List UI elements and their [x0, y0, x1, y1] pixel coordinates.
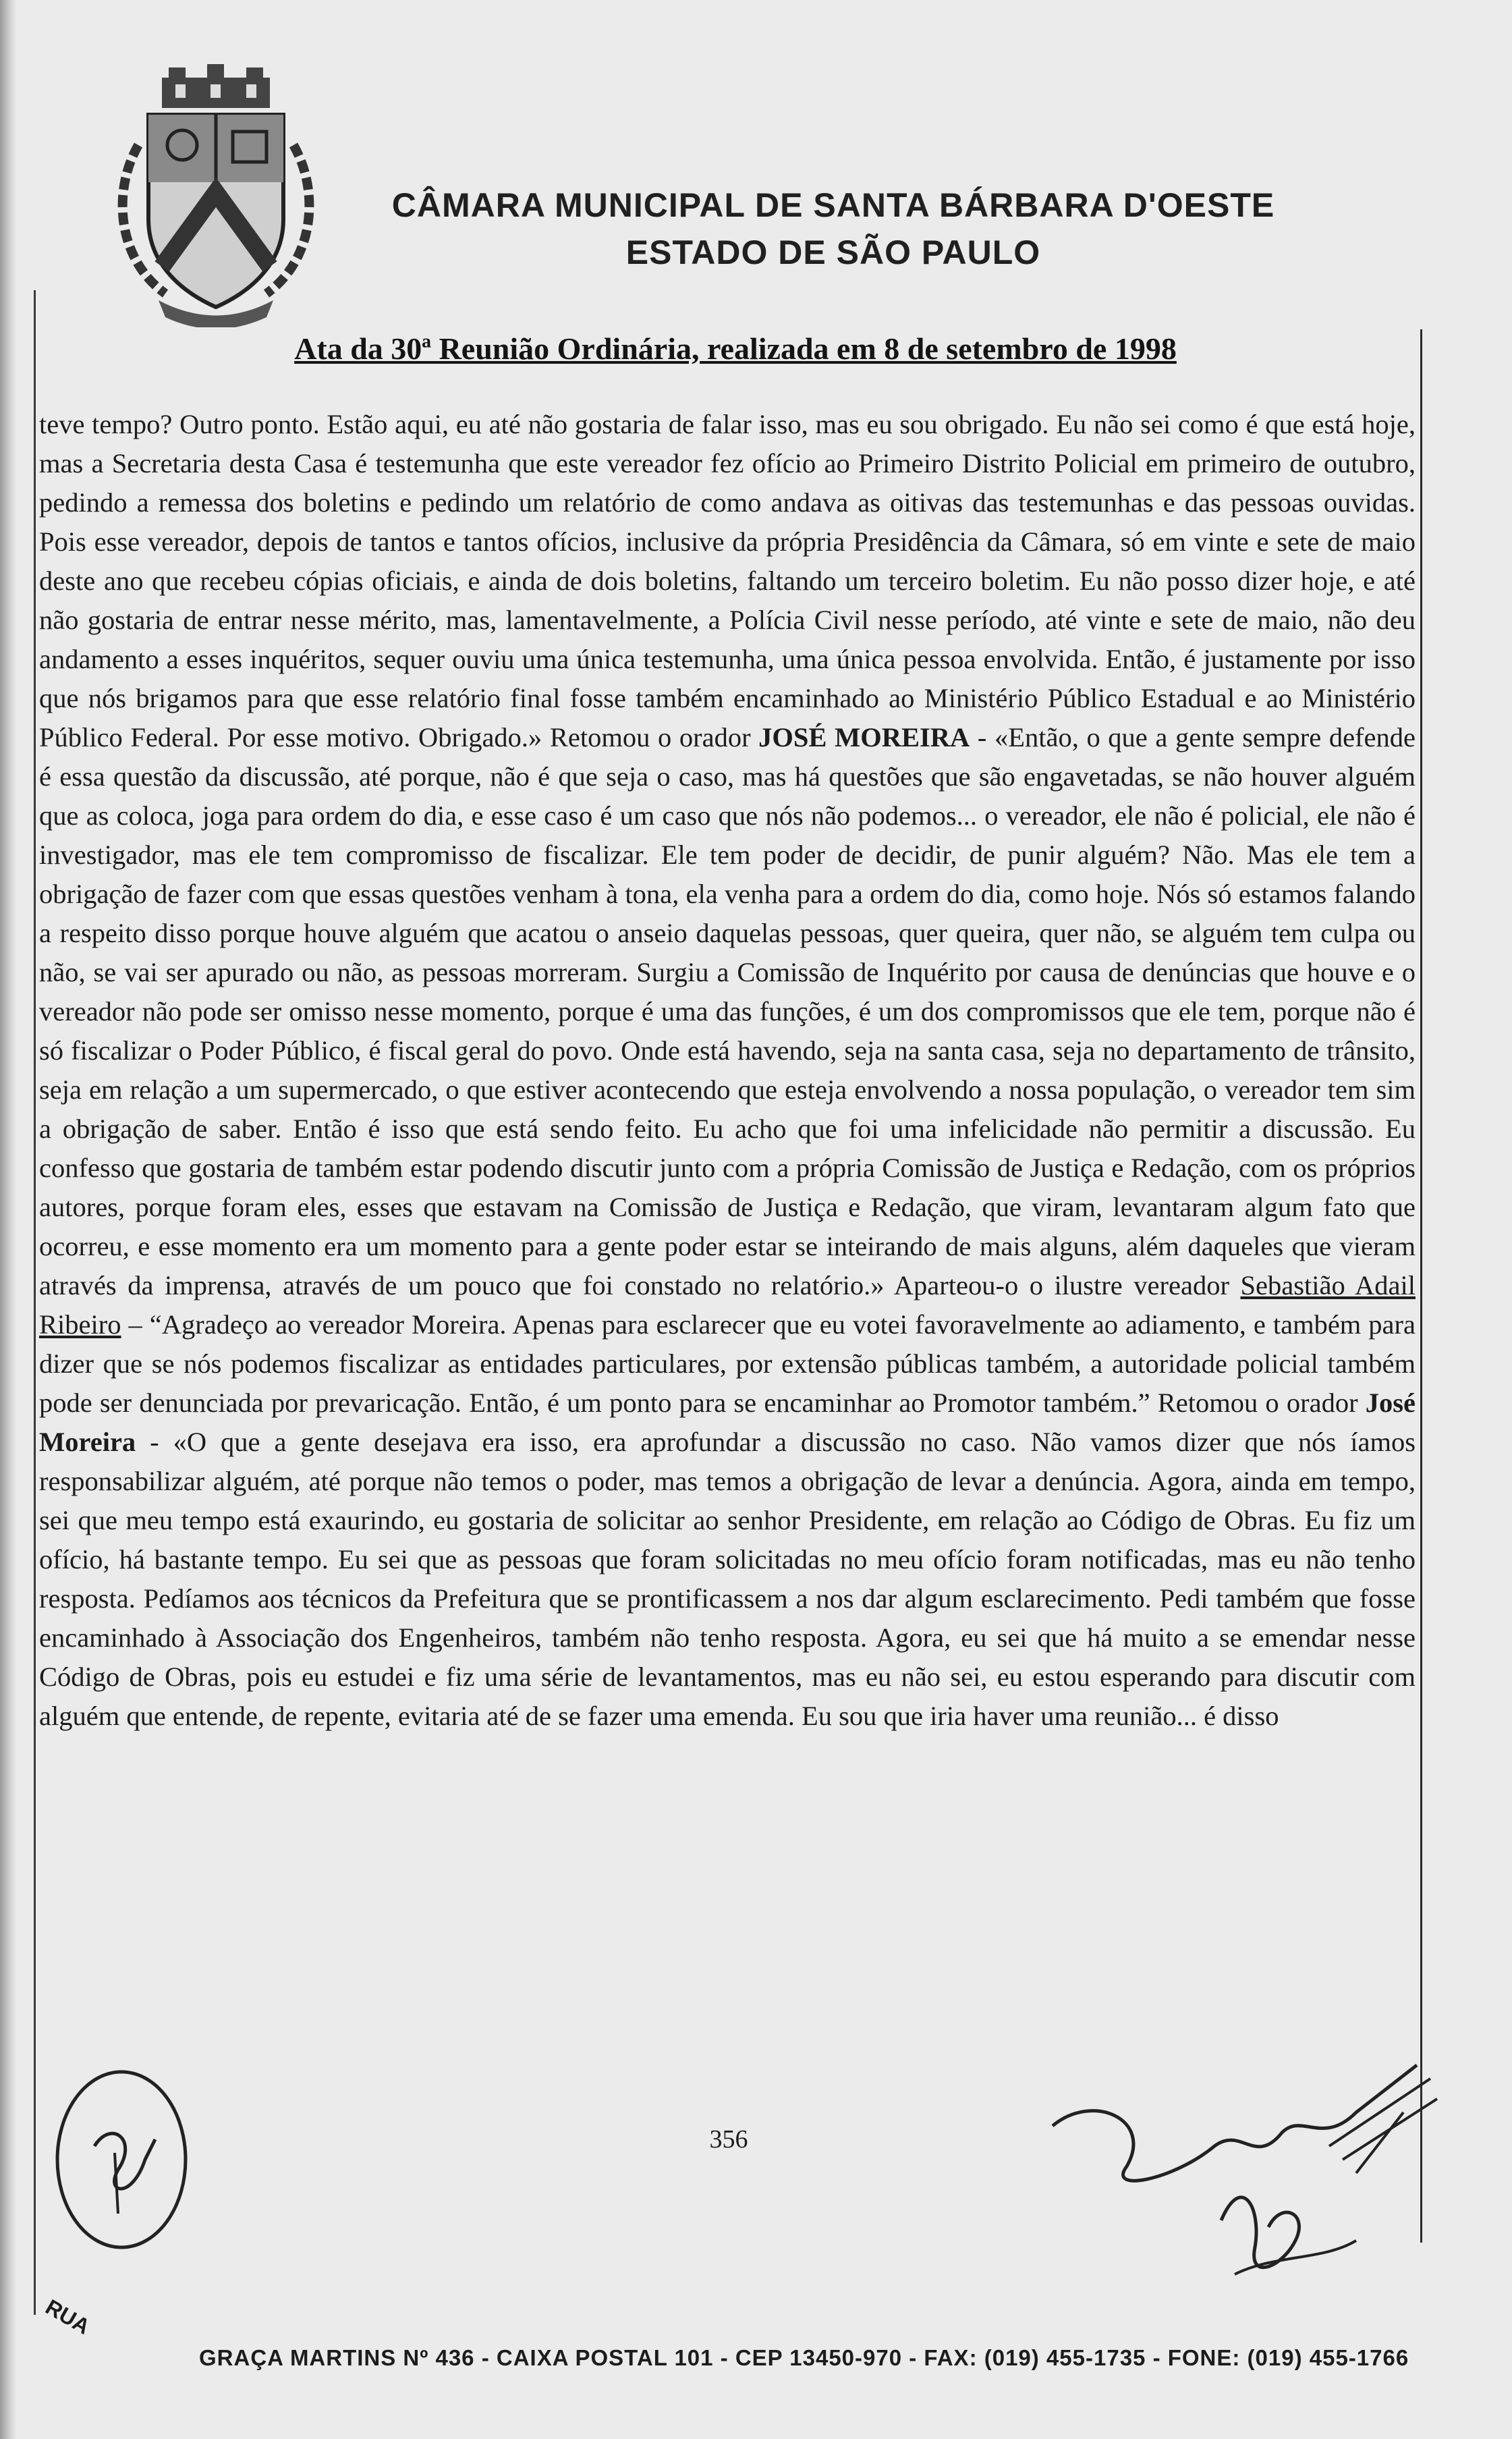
footer-street-prefix	[34, 2291, 209, 2413]
minutes-paragraph	[39, 405, 1416, 1736]
page-edge	[0, 0, 16, 2439]
header-title: CÂMARA MUNICIPAL DE SANTA BÁRBARA D'OESTE	[391, 186, 1275, 224]
speaker-name: JOSÉ MOREIRA	[758, 722, 970, 752]
footer-rua-text: RUA	[41, 2294, 94, 2339]
handwritten-signature-icon	[1039, 2052, 1444, 2295]
minutes-body	[39, 405, 1416, 2082]
footer	[34, 2291, 1437, 2413]
page-number: 356	[709, 2125, 748, 2154]
speaker-name: José Moreira	[39, 1388, 1416, 1457]
body-segment: – “Agradeço ao vereador Moreira. Apenas para esclarecer que eu votei favoravelmente ao adiamento, e também para dizer que se nós podemos fiscalizar as entidades particulares, por extensão públicas também, a autoridade policial também pode ser denunciada por prevaricação. Então, é um ponto para se encaminhar ao Promotor também.” Retomou o orador	[39, 1309, 1416, 1418]
footer-address: GRAÇA MARTINS Nº 436 - CAIXA POSTAL 101 - CEP 13450-970 - FAX: (019) 455-1735 - FONE: (019) 455-1766	[199, 2345, 1409, 2370]
municipal-coat-of-arms-icon	[111, 64, 320, 327]
body-segment: teve tempo? Outro ponto. Estão aqui, eu até não gostaria de falar isso, mas eu sou obrigado. Eu não sei como é que está hoje, mas a Secretaria desta Casa é testemunha que este vereador fez ofício ao Primeiro Distrito Policial em primeiro de outubro, pedindo a remessa dos boletins e pedindo um relatório de como andava as oitivas das testemunhas e das pessoas ouvidas. Pois esse vereador, depois de tantos e tantos ofícios, inclusive da própria Presidência da Câmara, só em vinte e sete de maio deste ano que recebeu cópias oficiais, e ainda de dois boletins, faltando um terceiro boletim. Eu não posso dizer hoje, e até não gostaria de entrar nesse mérito, mas, lamentavelmente, a Polícia Civil nesse período, até vinte e sete de maio, não deu andamento a esses inquéritos, sequer ouviu uma única testemunha, uma única pessoa envolvida. Então, é justamente por isso que nós brigamos para que esse relatório final fosse também encaminhado ao Ministério Público Estadual e ao Ministério Público Federal. Por esse motivo. Obrigado.» Retomou o orador	[39, 409, 1416, 752]
right-margin-line	[1420, 329, 1422, 2243]
body-segment: - «O que a gente desejava era isso, era aprofundar a discussão no caso. Não vamos dizer que nós íamos responsabilizar alguém, até porque não temos o poder, mas temos a obrigação de levar a denúncia. Agora, ainda em tempo, sei que meu tempo está exaurindo, eu gostaria de solicitar ao senhor Presidente, em relação ao Código de Obras. Eu fiz um ofício, há bastante tempo. Eu sei que as pessoas que foram solicitadas no meu ofício foram notificadas, mas eu não tenho resposta. Pedíamos aos técnicos da Prefeitura que se prontificassem a nos dar algum esclarecimento. Pedi também que fosse encaminhado à Associação dos Engenheiros, também não tenho resposta. Agora, eu sei que há muito a se emendar nesse Código de Obras, pois eu estudei e fiz uma série de levantamentos, mas eu não sei, eu estou esperando para discutir com alguém que entende, de repente, evitaria até de se fazer uma emenda. Eu sou que iria haver uma reunião... é disso	[39, 1427, 1416, 1731]
document-title: Ata da 30ª Reunião Ordinária, realizada em 8 de setembro de 1998	[294, 331, 1177, 366]
speaker-name: Sebastião Adail Ribeiro	[39, 1270, 1416, 1340]
header-subtitle: ESTADO DE SÃO PAULO	[625, 234, 1041, 271]
left-margin-line	[34, 290, 36, 2315]
body-segment: - «Então, o que a gente sempre defende é essa questão da discussão, até porque, não é que seja o caso, mas há questões que são engavetadas, se não houver alguém que as coloca, joga para ordem do dia, e esse caso é um caso que nós não podemos... o vereador, ele não é policial, ele não é investigador, mas ele tem compromisso de fiscalizar. Ele tem poder de decidir, de punir alguém? Não. Mas ele tem a obrigação de fazer com que essas questões venham à tona, ela venha para a ordem do dia, como hoje. Nós só estamos falando a respeito disso porque houve alguém que acatou o anseio daquelas pessoas, quer queira, quer não, se alguém tem culpa ou não, se vai ser apurado ou não, as pessoas morreram. Surgiu a Comissão de Inquérito por causa de denúncias que houve e o vereador não pode ser omisso nesse momento, porque é uma das funções, é um dos compromissos que ele tem, porque não é só fiscalizar o Poder Público, é fiscal geral do povo. Onde está havendo, seja na santa casa, seja no departamento de trânsito, seja em relação a um supermercado, o que estiver acontecendo que esteja envolvendo a nossa população, o vereador tem sim a obrigação de saber. Então é isso que está sendo feito. Eu acho que foi uma infelicidade não permitir a discussão. Eu confesso que gostaria de também estar podendo discutir junto com a própria Comissão de Justiça e Redação, com os próprios autores, porque foram eles, esses que estavam na Comissão de Justiça e Redação, que viram, levantaram algum fato que ocorreu, e esse momento era um momento para a gente poder estar se inteirando de mais alguns, além daqueles que vieram através da imprensa, através de um pouco que foi constado no relatório.» Aparteou-o o ilustre vereador	[39, 722, 1416, 1300]
initial-signature-icon	[37, 2058, 206, 2261]
